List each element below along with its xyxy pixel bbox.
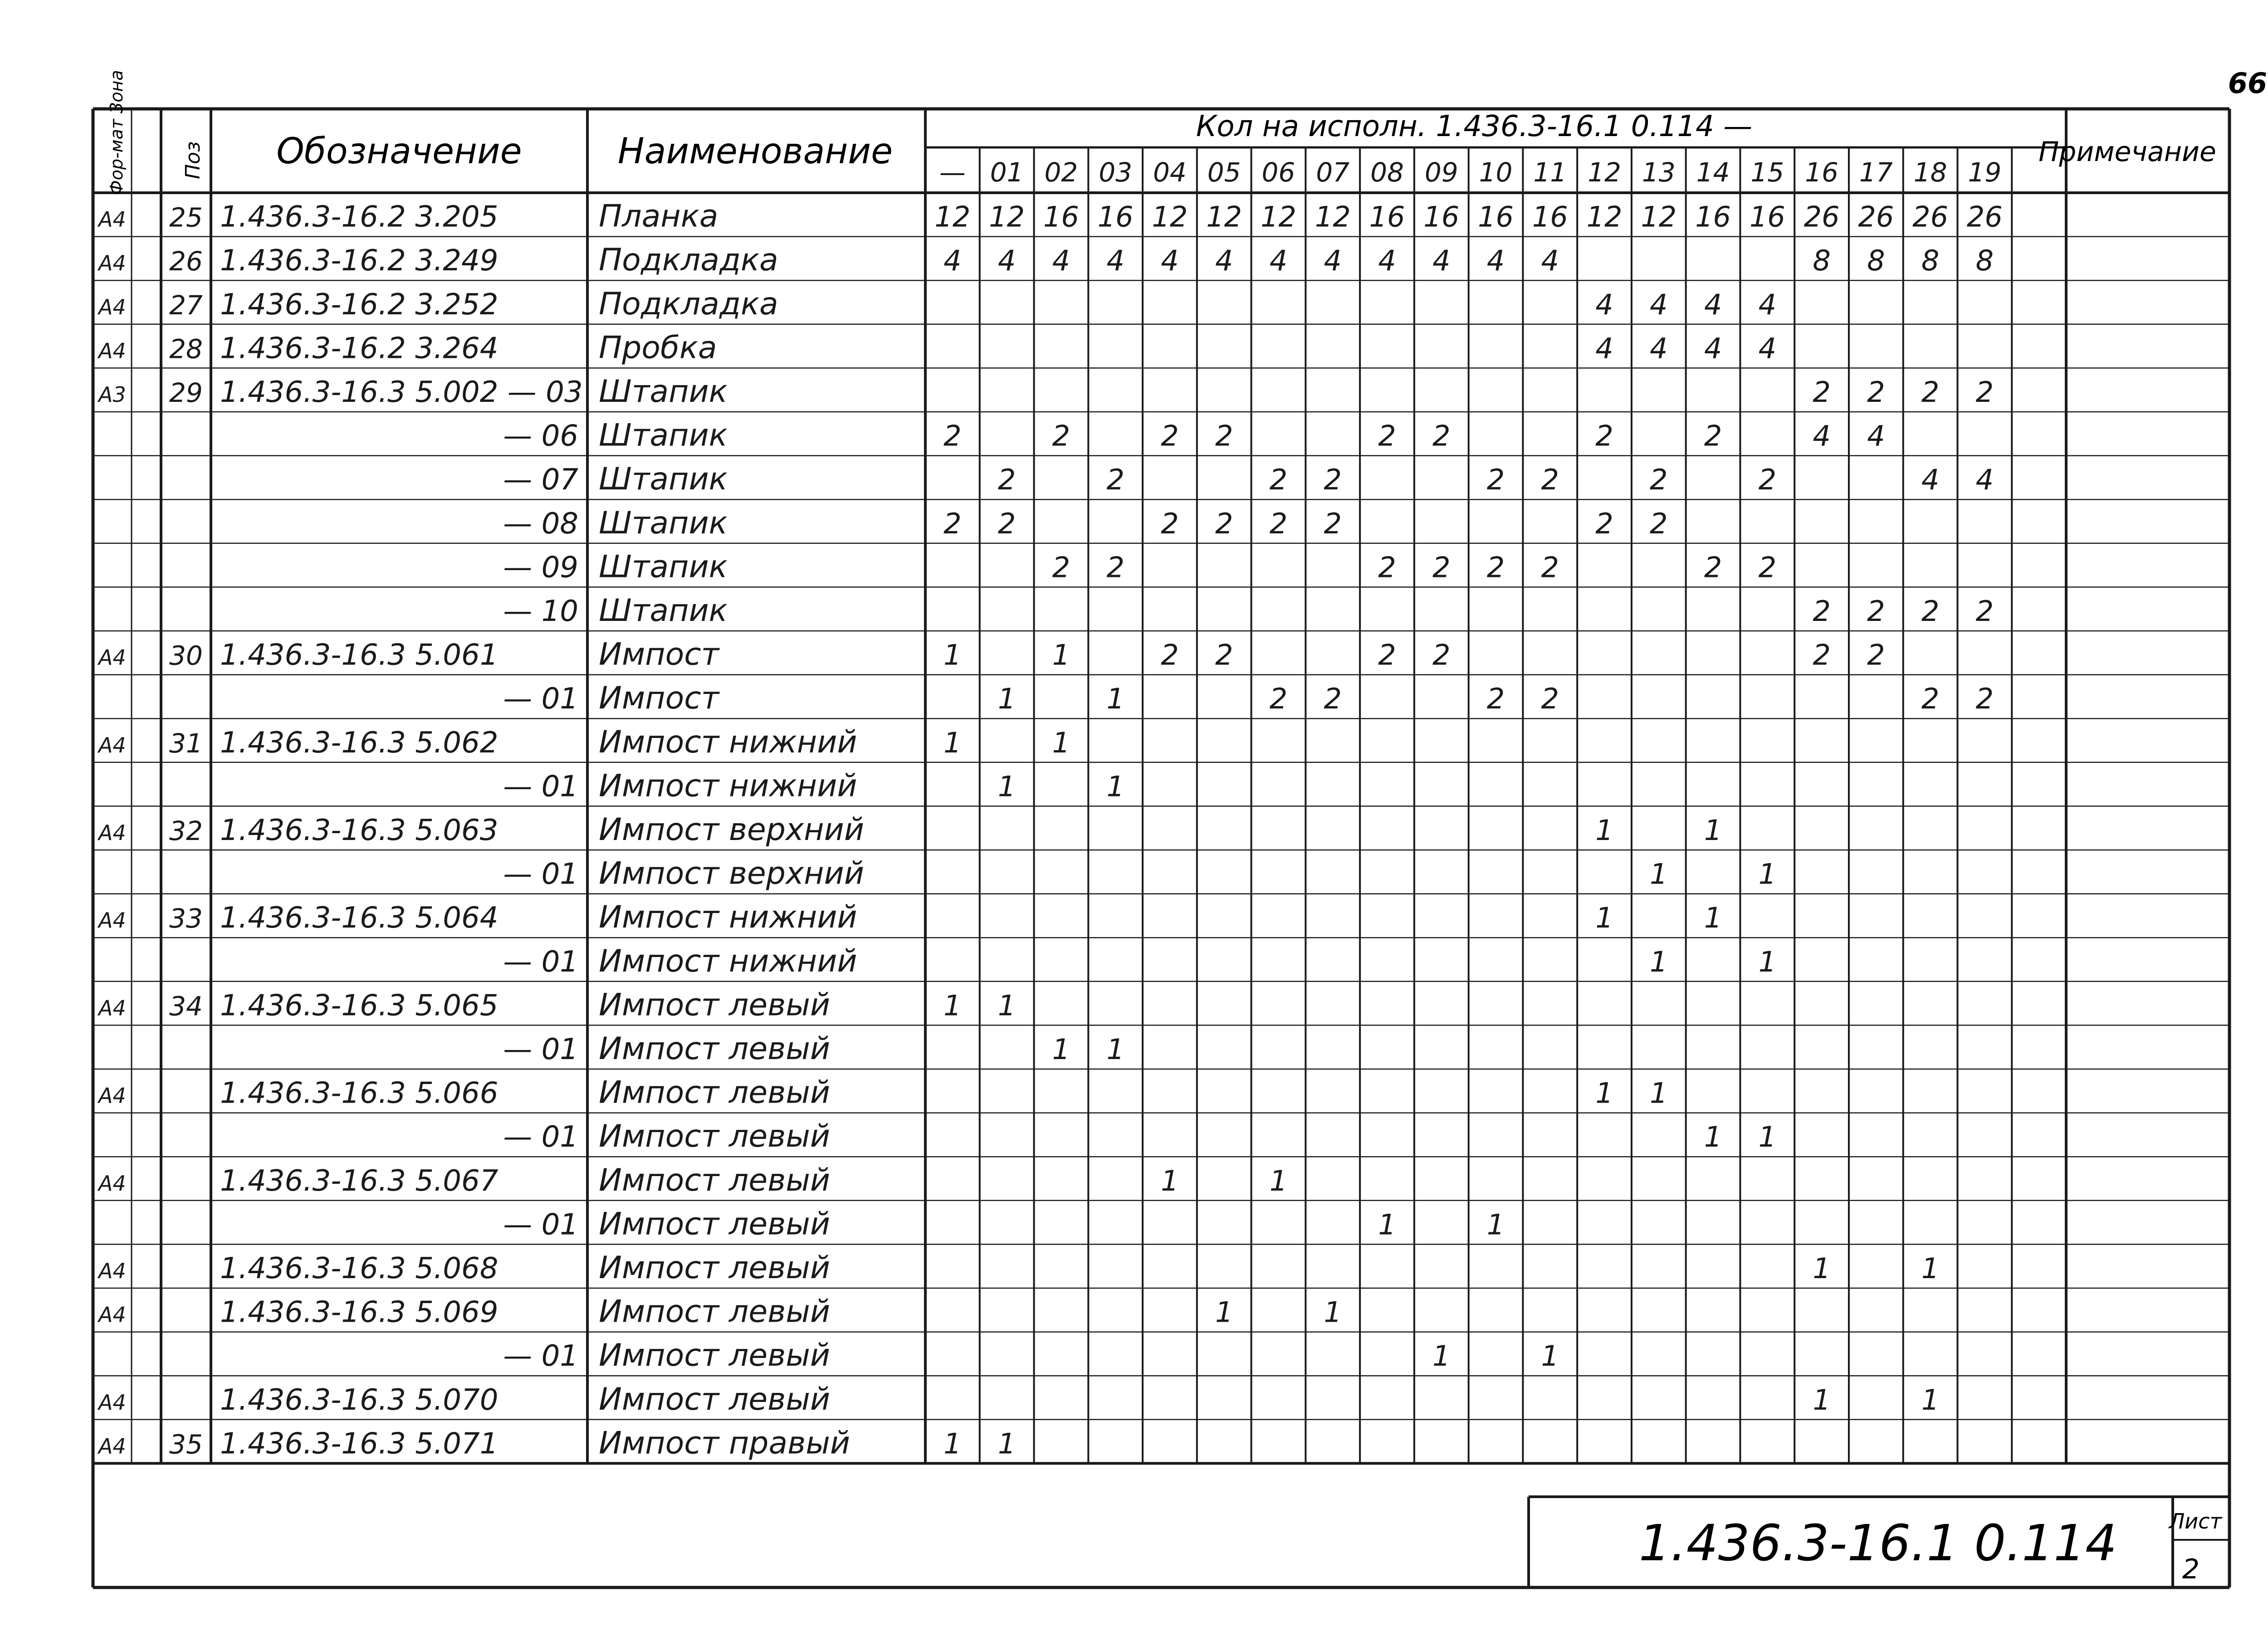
qty-cell: 1 bbox=[1595, 814, 1613, 847]
qty-cell: 1 bbox=[1486, 1208, 1505, 1241]
qty-cell: 4 bbox=[1595, 288, 1613, 321]
qty-cell: 12 bbox=[1315, 200, 1351, 234]
qty-cell: 4 bbox=[1758, 332, 1777, 365]
qty-cell: 2 bbox=[1595, 419, 1613, 453]
variant-header-1: 01 bbox=[990, 157, 1024, 188]
qty-cell: 1 bbox=[997, 1427, 1016, 1460]
qty-cell: 1 bbox=[1813, 1383, 1831, 1416]
qty-cell: 2 bbox=[1106, 463, 1124, 497]
row-designation: — 09 bbox=[503, 551, 578, 585]
qty-cell: 2 bbox=[1324, 507, 1342, 540]
row-designation: 1.436.3-16.3 5.063 bbox=[220, 814, 499, 847]
row-position: 28 bbox=[169, 333, 203, 365]
row-designation: 1.436.3-16.3 5.068 bbox=[220, 1252, 499, 1285]
row-format: А4 bbox=[98, 908, 126, 933]
qty-cell: 4 bbox=[1541, 244, 1559, 278]
row-position: 30 bbox=[169, 640, 203, 671]
row-name: Импост левый bbox=[599, 1294, 831, 1330]
row-name: Импост нижний bbox=[599, 943, 857, 979]
row-designation: 1.436.3-16.3 5.071 bbox=[220, 1427, 499, 1461]
qty-cell: 2 bbox=[1161, 638, 1179, 672]
qty-cell: 1 bbox=[943, 638, 962, 672]
qty-cell: 4 bbox=[1432, 244, 1451, 278]
qty-cell: 1 bbox=[1758, 857, 1777, 891]
row-designation: — 01 bbox=[503, 1208, 578, 1242]
qty-cell: 2 bbox=[1052, 419, 1070, 453]
row-name: Пробка bbox=[599, 330, 717, 366]
row-name: Штапик bbox=[599, 549, 728, 585]
variant-header-3: 03 bbox=[1099, 157, 1133, 188]
variant-header-10: 10 bbox=[1479, 157, 1513, 188]
qty-cell: 16 bbox=[1043, 200, 1079, 234]
row-designation: — 01 bbox=[503, 682, 578, 716]
row-position: 27 bbox=[169, 289, 203, 321]
qty-cell: 2 bbox=[1378, 638, 1396, 672]
qty-cell: 12 bbox=[934, 200, 971, 234]
row-position: 33 bbox=[169, 903, 203, 934]
row-format: А4 bbox=[98, 251, 126, 276]
qty-cell: 4 bbox=[1975, 463, 1994, 497]
row-name: Импост левый bbox=[599, 1206, 831, 1242]
row-format: А4 bbox=[98, 1302, 126, 1327]
row-designation: 1.436.3-16.3 5.062 bbox=[220, 726, 499, 760]
document-code: 1.436.3-16.1 0.114 bbox=[1638, 1514, 2117, 1572]
qty-cell: 4 bbox=[1106, 244, 1124, 278]
row-designation: 1.436.3-16.3 5.064 bbox=[220, 901, 499, 935]
qty-cell: 2 bbox=[1106, 551, 1124, 584]
row-format: А4 bbox=[98, 294, 126, 319]
qty-cell: 1 bbox=[997, 682, 1016, 716]
position-label: Поз bbox=[181, 141, 205, 179]
qty-cell: 2 bbox=[1378, 419, 1396, 453]
remarks-header: Примечание bbox=[2038, 136, 2216, 168]
row-name: Штапик bbox=[599, 461, 728, 498]
page-number: 66 bbox=[2228, 67, 2268, 100]
qty-cell: 1 bbox=[997, 770, 1016, 803]
qty-cell: 1 bbox=[1106, 1033, 1124, 1066]
variant-header-12: 12 bbox=[1588, 157, 1621, 188]
qty-cell: 1 bbox=[1704, 814, 1722, 847]
qty-cell: 2 bbox=[1215, 507, 1233, 540]
qty-cell: 1 bbox=[1378, 1208, 1396, 1241]
qty-cell: 1 bbox=[1052, 638, 1070, 672]
row-name: Планка bbox=[599, 198, 719, 234]
qty-cell: 8 bbox=[1867, 244, 1885, 278]
qty-cell: 2 bbox=[1921, 595, 1940, 628]
qty-cell: 2 bbox=[1921, 376, 1940, 409]
variant-header-17: 17 bbox=[1859, 157, 1893, 188]
qty-cell: 1 bbox=[1269, 1164, 1288, 1197]
row-designation: 1.436.3-16.2 3.252 bbox=[220, 288, 499, 322]
row-name: Штапик bbox=[599, 417, 728, 454]
qty-cell: 1 bbox=[1595, 1076, 1613, 1110]
row-designation: 1.436.3-16.3 5.070 bbox=[220, 1383, 499, 1417]
row-format: А4 bbox=[98, 820, 126, 845]
qty-cell: 4 bbox=[1161, 244, 1179, 278]
row-name: Импост левый bbox=[599, 987, 831, 1023]
variant-header-5: 05 bbox=[1207, 157, 1241, 188]
qty-cell: 1 bbox=[1052, 726, 1070, 759]
qty-cell: 4 bbox=[1704, 288, 1722, 321]
row-position: 32 bbox=[169, 816, 203, 846]
qty-cell: 1 bbox=[1432, 1339, 1451, 1373]
variant-header-7: 07 bbox=[1316, 157, 1350, 188]
qty-cell: 2 bbox=[1758, 463, 1777, 497]
qty-cell: 2 bbox=[1432, 638, 1451, 672]
qty-cell: 12 bbox=[1586, 200, 1623, 234]
row-position: 26 bbox=[169, 246, 203, 277]
qty-cell: 2 bbox=[1269, 507, 1288, 540]
qty-cell: 8 bbox=[1975, 244, 1994, 278]
qty-cell: 2 bbox=[1650, 463, 1668, 497]
qty-cell: 2 bbox=[997, 463, 1016, 497]
row-designation: 1.436.3-16.3 5.066 bbox=[220, 1076, 499, 1110]
qty-cell: 2 bbox=[1324, 463, 1342, 497]
name-header: Наименование bbox=[617, 131, 893, 172]
qty-cell: 2 bbox=[1867, 376, 1885, 409]
row-designation: 1.436.3-16.3 5.061 bbox=[220, 638, 499, 672]
qty-cell: 1 bbox=[943, 1427, 962, 1460]
qty-cell: 2 bbox=[1324, 682, 1342, 716]
qty-cell: 2 bbox=[1704, 551, 1722, 584]
qty-cell: 8 bbox=[1813, 244, 1831, 278]
row-designation: 1.436.3-16.2 3.264 bbox=[220, 332, 499, 366]
row-designation: — 01 bbox=[503, 1033, 578, 1066]
qty-cell: 1 bbox=[1650, 857, 1668, 891]
qty-cell: 4 bbox=[1378, 244, 1396, 278]
qty-cell: 1 bbox=[1595, 901, 1613, 935]
qty-cell: 2 bbox=[1486, 682, 1505, 716]
qty-cell: 1 bbox=[1052, 1033, 1070, 1066]
qty-cell: 1 bbox=[1921, 1383, 1940, 1416]
qty-cell: 2 bbox=[1975, 595, 1994, 628]
quantity-caption: Кол на исполн. 1.436.3-16.1 0.114 — bbox=[1196, 110, 1753, 143]
row-name: Импост левый bbox=[599, 1031, 831, 1067]
qty-cell: 1 bbox=[1541, 1339, 1559, 1373]
qty-cell: 1 bbox=[1324, 1295, 1342, 1329]
row-position: 35 bbox=[169, 1429, 203, 1460]
row-name: Подкладка bbox=[599, 286, 778, 322]
qty-cell: 2 bbox=[1541, 551, 1559, 584]
row-position: 34 bbox=[169, 991, 203, 1022]
qty-cell: 2 bbox=[1215, 638, 1233, 672]
qty-cell: 4 bbox=[1052, 244, 1070, 278]
qty-cell: 2 bbox=[1432, 551, 1451, 584]
qty-cell: 12 bbox=[1641, 200, 1677, 234]
variant-header-0: — bbox=[939, 157, 966, 188]
qty-cell: 2 bbox=[1052, 551, 1070, 584]
qty-cell: 1 bbox=[1921, 1252, 1940, 1285]
sheet-label: Лист bbox=[2169, 1509, 2222, 1533]
row-format: А3 bbox=[98, 382, 126, 407]
row-position: 31 bbox=[169, 728, 203, 759]
row-name: Штапик bbox=[599, 374, 728, 410]
row-designation: — 01 bbox=[503, 1339, 578, 1373]
qty-cell: 1 bbox=[1215, 1295, 1233, 1329]
qty-cell: 2 bbox=[1541, 463, 1559, 497]
qty-cell: 1 bbox=[1106, 682, 1124, 716]
qty-cell: 2 bbox=[1867, 638, 1885, 672]
qty-cell: 12 bbox=[1260, 200, 1296, 234]
row-designation: — 01 bbox=[503, 770, 578, 804]
qty-cell: 2 bbox=[1758, 551, 1777, 584]
row-format: А4 bbox=[98, 1390, 126, 1415]
row-designation: — 07 bbox=[503, 463, 578, 497]
qty-cell: 2 bbox=[1269, 463, 1288, 497]
row-name: Импост левый bbox=[599, 1381, 831, 1417]
qty-cell: 16 bbox=[1532, 200, 1568, 234]
qty-cell: 12 bbox=[1206, 200, 1242, 234]
row-designation: 1.436.3-16.2 3.205 bbox=[220, 200, 499, 234]
qty-cell: 16 bbox=[1423, 200, 1460, 234]
sheet-number: 2 bbox=[2182, 1553, 2200, 1585]
row-name: Импост bbox=[599, 636, 719, 673]
row-designation: — 01 bbox=[503, 857, 578, 891]
designation-header: Обозначение bbox=[276, 131, 522, 172]
qty-cell: 4 bbox=[1921, 463, 1940, 497]
qty-cell: 1 bbox=[1650, 945, 1668, 978]
qty-cell: 2 bbox=[1704, 419, 1722, 453]
row-format: А4 bbox=[98, 996, 126, 1021]
qty-cell: 1 bbox=[1704, 1120, 1722, 1154]
qty-cell: 2 bbox=[1650, 507, 1668, 540]
qty-cell: 1 bbox=[1758, 1120, 1777, 1154]
row-name: Импост левый bbox=[599, 1250, 831, 1286]
row-format: А4 bbox=[98, 338, 126, 363]
variant-header-15: 15 bbox=[1750, 157, 1784, 188]
qty-cell: 4 bbox=[1704, 332, 1722, 365]
row-name: Импост правый bbox=[599, 1425, 850, 1461]
row-designation: 1.436.3-16.2 3.249 bbox=[220, 244, 499, 278]
qty-cell: 1 bbox=[1161, 1164, 1179, 1197]
qty-cell: 2 bbox=[1975, 682, 1994, 716]
qty-cell: 4 bbox=[1215, 244, 1233, 278]
qty-cell: 16 bbox=[1478, 200, 1514, 234]
qty-cell: 1 bbox=[1106, 770, 1124, 803]
variant-header-18: 18 bbox=[1913, 157, 1947, 188]
row-format: А4 bbox=[98, 1171, 126, 1196]
qty-cell: 1 bbox=[1813, 1252, 1831, 1285]
row-name: Импост bbox=[599, 680, 719, 717]
row-position: 25 bbox=[169, 202, 203, 233]
row-name: Импост левый bbox=[599, 1074, 831, 1111]
qty-cell: 2 bbox=[1541, 682, 1559, 716]
qty-cell: 16 bbox=[1749, 200, 1785, 234]
qty-cell: 4 bbox=[1324, 244, 1342, 278]
row-name: Импост верхний bbox=[599, 812, 865, 848]
qty-cell: 4 bbox=[997, 244, 1016, 278]
qty-cell: 4 bbox=[1650, 288, 1668, 321]
variant-header-13: 13 bbox=[1642, 157, 1676, 188]
table-text bbox=[97, 157, 2003, 1461]
qty-cell: 2 bbox=[943, 507, 962, 540]
qty-cell: 4 bbox=[1269, 244, 1288, 278]
qty-cell: 12 bbox=[989, 200, 1025, 234]
row-name: Импост левый bbox=[599, 1338, 831, 1374]
qty-cell: 4 bbox=[1486, 244, 1505, 278]
qty-cell: 8 bbox=[1921, 244, 1940, 278]
qty-cell: 2 bbox=[1813, 376, 1831, 409]
qty-cell: 2 bbox=[1432, 419, 1451, 453]
qty-cell: 12 bbox=[1152, 200, 1188, 234]
row-name: Штапик bbox=[599, 505, 728, 541]
qty-cell: 1 bbox=[1650, 1076, 1668, 1110]
qty-cell: 2 bbox=[1161, 507, 1179, 540]
row-format: А4 bbox=[98, 1083, 126, 1108]
variant-header-6: 06 bbox=[1261, 157, 1295, 188]
row-name: Импост верхний bbox=[599, 855, 865, 892]
qty-cell: 2 bbox=[1378, 551, 1396, 584]
qty-cell: 2 bbox=[1921, 682, 1940, 716]
qty-cell: 2 bbox=[1486, 551, 1505, 584]
variant-header-14: 14 bbox=[1696, 157, 1730, 188]
row-name: Подкладка bbox=[599, 242, 778, 278]
row-format: А4 bbox=[98, 1259, 126, 1283]
row-name: Штапик bbox=[599, 593, 728, 629]
row-format: А4 bbox=[98, 207, 126, 232]
qty-cell: 1 bbox=[1704, 901, 1722, 935]
qty-cell: 2 bbox=[1215, 419, 1233, 453]
qty-cell: 1 bbox=[1758, 945, 1777, 978]
row-format: А4 bbox=[98, 733, 126, 757]
qty-cell: 1 bbox=[997, 989, 1016, 1022]
qty-cell: 16 bbox=[1695, 200, 1731, 234]
qty-cell: 4 bbox=[1758, 288, 1777, 321]
row-format: А4 bbox=[98, 1434, 126, 1459]
qty-cell: 2 bbox=[943, 419, 962, 453]
qty-cell: 2 bbox=[1975, 376, 1994, 409]
variant-header-11: 11 bbox=[1533, 157, 1567, 188]
qty-cell: 1 bbox=[943, 989, 962, 1022]
variant-header-2: 02 bbox=[1044, 157, 1078, 188]
qty-cell: 2 bbox=[997, 507, 1016, 540]
variant-header-19: 19 bbox=[1968, 157, 2002, 188]
qty-cell: 2 bbox=[1867, 595, 1885, 628]
qty-cell: 1 bbox=[943, 726, 962, 759]
qty-cell: 16 bbox=[1369, 200, 1405, 234]
row-position: 29 bbox=[169, 377, 203, 408]
qty-cell: 2 bbox=[1813, 595, 1831, 628]
row-name: Импост нижний bbox=[599, 724, 857, 760]
row-name: Импост левый bbox=[599, 1162, 831, 1198]
qty-cell: 4 bbox=[1867, 419, 1885, 453]
qty-cell: 16 bbox=[1097, 200, 1134, 234]
qty-cell: 2 bbox=[1486, 463, 1505, 497]
format-zone-label: Фор-мат Зона bbox=[107, 70, 127, 195]
qty-cell: 2 bbox=[1161, 419, 1179, 453]
qty-cell: 4 bbox=[1650, 332, 1668, 365]
row-format: А4 bbox=[98, 645, 126, 670]
row-designation: 1.436.3-16.3 5.002 — 03 bbox=[220, 376, 583, 409]
row-designation: — 01 bbox=[503, 945, 578, 979]
variant-header-8: 08 bbox=[1370, 157, 1404, 188]
row-designation: — 10 bbox=[503, 595, 578, 628]
row-designation: — 01 bbox=[503, 1120, 578, 1154]
row-name: Импост левый bbox=[599, 1118, 831, 1155]
qty-cell: 4 bbox=[943, 244, 962, 278]
row-designation: 1.436.3-16.3 5.069 bbox=[220, 1295, 499, 1329]
variant-header-16: 16 bbox=[1805, 157, 1838, 188]
qty-cell: 2 bbox=[1595, 507, 1613, 540]
qty-cell: 26 bbox=[1912, 200, 1949, 234]
row-designation: 1.436.3-16.3 5.067 bbox=[220, 1164, 499, 1198]
qty-cell: 26 bbox=[1966, 200, 2003, 234]
qty-cell: 26 bbox=[1858, 200, 1894, 234]
row-designation: — 08 bbox=[503, 507, 578, 541]
qty-cell: 4 bbox=[1595, 332, 1613, 365]
row-name: Импост нижний bbox=[599, 899, 857, 936]
table-grid bbox=[93, 109, 2229, 1587]
variant-header-9: 09 bbox=[1424, 157, 1458, 188]
qty-cell: 4 bbox=[1813, 419, 1831, 453]
variant-header-4: 04 bbox=[1153, 157, 1187, 188]
qty-cell: 26 bbox=[1804, 200, 1840, 234]
row-designation: 1.436.3-16.3 5.065 bbox=[220, 989, 499, 1023]
qty-cell: 2 bbox=[1269, 682, 1288, 716]
qty-cell: 2 bbox=[1813, 638, 1831, 672]
row-name: Импост нижний bbox=[599, 768, 857, 804]
row-designation: — 06 bbox=[503, 419, 578, 453]
